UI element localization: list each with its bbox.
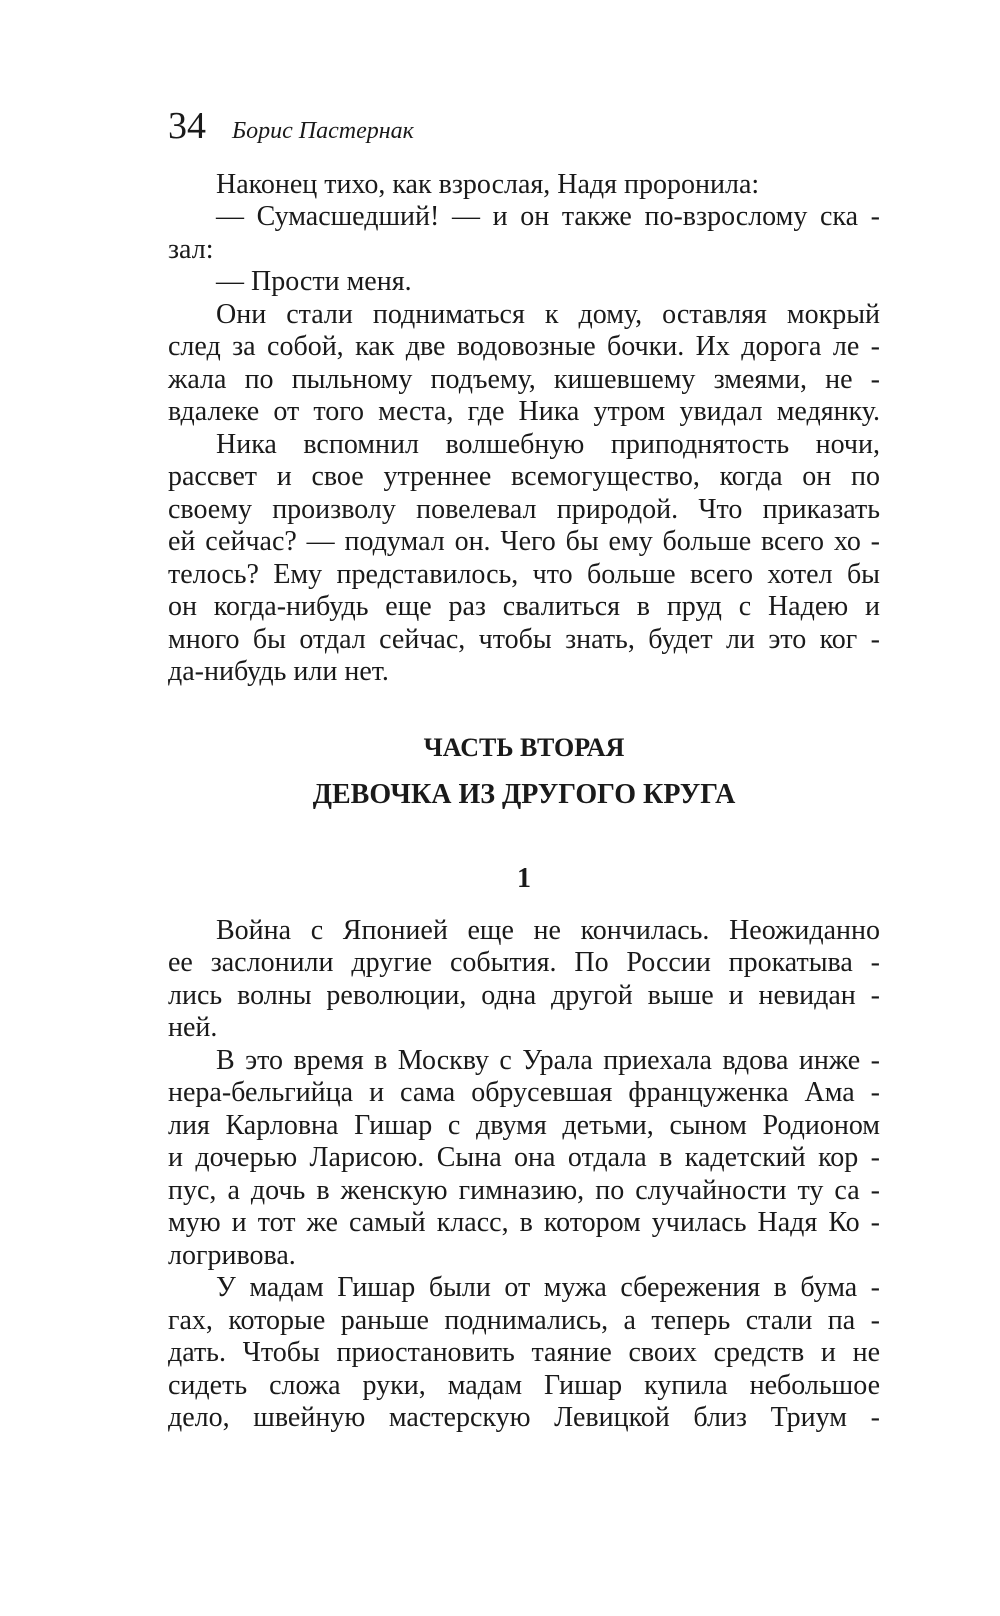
chapter-number: 1 — [517, 863, 531, 894]
text-line: дать. Чтобы приостановить таяние своих средств и не — [168, 1337, 880, 1368]
text-line: Наконец тихо, как взрослая, Надя проронила: — [216, 169, 760, 200]
text-line: мую и тот же самый класс, в котором училась Надя Ко - — [168, 1207, 880, 1238]
text-line: да-нибудь или нет. — [168, 656, 389, 687]
part-subtitle: ДЕВОЧКА ИЗ ДРУГОГО КРУГА — [312, 779, 736, 810]
text-line: ей сейчас? — подумал он. Чего бы ему больше всего хо - — [168, 526, 880, 557]
text-line: пус, а дочь в женскую гимназию, по случайности ту са - — [168, 1175, 880, 1206]
text-line: лия Карловна Гишар с двумя детьми, сыном Родионом — [168, 1110, 880, 1141]
text-line: У мадам Гишар были от мужа сбережения в бума - — [216, 1272, 880, 1303]
text-line: зал: — [168, 234, 214, 265]
text-line: В это время в Москву с Урала приехала вдова инже - — [216, 1045, 880, 1076]
part-title: ЧАСТЬ ВТОРАЯ — [423, 733, 625, 762]
text-line: нера-бельгийца и сама обрусевшая француженка Ама - — [168, 1077, 880, 1108]
text-line: — Сумасшедший! — и он также по-взрослому ска - — [216, 201, 880, 232]
text-line: ней. — [168, 1012, 218, 1043]
page-header — [168, 104, 414, 154]
text-line: Ника вспомнил волшебную приподнятость ночи, — [216, 429, 880, 460]
text-line: телось? Ему представилось, что больше всего хотел бы — [168, 559, 880, 590]
text-line: и дочерью Ларисою. Сына она отдала в кадетский кор - — [168, 1142, 880, 1173]
text-line: жала по пыльному подъему, кишевшему змеями, не - — [168, 364, 880, 395]
text-line: логривова. — [168, 1240, 296, 1271]
text-line: лись волны революции, одна другой выше и невидан - — [168, 980, 880, 1011]
text-line: вдалеке от того места, где Ника утром увидал медянку. — [168, 396, 880, 427]
running-head-author: Борис Пастернак — [232, 118, 414, 144]
text-line: дело, швейную мастерскую Левицкой близ Триум - — [168, 1402, 880, 1433]
text-line: Война с Японией еще не кончилась. Неожиданно — [216, 915, 880, 946]
text-line: ее заслонили другие события. По России прокатыва - — [168, 947, 880, 978]
text-line: сидеть сложа руки, мадам Гишар купила небольшое — [168, 1370, 880, 1401]
text-line: — Прости меня. — [216, 266, 412, 297]
text-line: своему произволу повелевал природой. Что приказать — [168, 494, 880, 525]
text-line: след за собой, как две водовозные бочки. Их дорога ле - — [168, 331, 880, 362]
page-number: 34 — [168, 105, 206, 147]
text-line: Они стали подниматься к дому, оставляя мокрый — [216, 299, 880, 330]
text-line: рассвет и свое утреннее всемогущество, когда он по — [168, 461, 880, 492]
text-line: много бы отдал сейчас, чтобы знать, будет ли это ког - — [168, 624, 880, 655]
text-line: гах, которые раньше поднимались, а теперь стали па - — [168, 1305, 880, 1336]
text-line: он когда-нибудь еще раз свалиться в пруд с Надею и — [168, 591, 880, 622]
